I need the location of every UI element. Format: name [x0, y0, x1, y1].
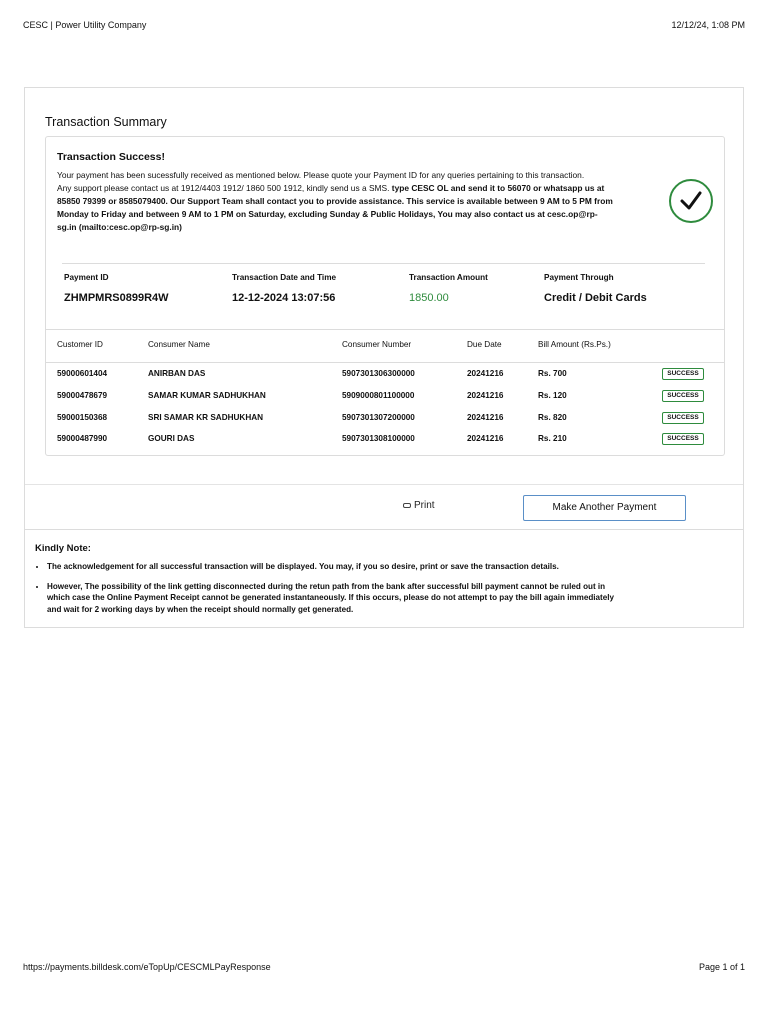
divider	[25, 484, 743, 485]
payment-through-label: Payment Through	[544, 273, 614, 282]
divider	[46, 362, 724, 363]
consumer-name: SRI SAMAR KR SADHUKHAN	[148, 413, 264, 422]
note-list	[47, 561, 617, 623]
due-date: 20241216	[467, 413, 504, 422]
payment-id-block	[64, 273, 169, 304]
customer-id: 59000478679	[57, 391, 108, 400]
make-another-payment-button[interactable]: Make Another Payment	[523, 495, 686, 521]
transaction-amount-block	[409, 273, 488, 304]
page-title: Transaction Summary	[45, 115, 167, 129]
bill-amount: Rs. 820	[538, 413, 567, 422]
print-footer	[23, 962, 745, 974]
transaction-amount-value: 1850.00	[409, 292, 449, 304]
column-header-due-date: Due Date	[467, 340, 502, 349]
consumer-number: 5909000801100000	[342, 391, 415, 400]
check-circle-icon	[669, 179, 713, 223]
print-footer-page: Page 1 of 1	[698, 962, 745, 972]
status-badge: SUCCESS	[662, 368, 704, 380]
note-item: • The acknowledgement for all successful transaction will be displayed. You may, if you so desire, print or save the transaction details.	[47, 561, 617, 573]
success-message	[57, 169, 617, 234]
divider	[62, 263, 705, 264]
payment-id-value: ZHMPMRS0899R4W	[64, 292, 169, 304]
consumer-number: 5907301306300000	[342, 369, 415, 378]
status-badge: SUCCESS	[662, 433, 704, 445]
note-title: Kindly Note:	[35, 543, 91, 554]
payment-through-block	[544, 273, 647, 304]
transaction-date-value: 12-12-2024 13:07:56	[232, 292, 336, 304]
transaction-date-block	[232, 273, 336, 304]
bill-amount: Rs. 700	[538, 369, 567, 378]
print-footer-url: https://payments.billdesk.com/eTopUp/CESCMLPayResponse	[23, 962, 271, 972]
table-row	[46, 391, 724, 411]
column-header-consumer-number: Consumer Number	[342, 340, 412, 349]
consumer-name: ANIRBAN DAS	[148, 369, 206, 378]
bill-amount: Rs. 120	[538, 391, 567, 400]
transaction-amount-label: Transaction Amount	[409, 273, 488, 282]
consumer-number: 5907301308100000	[342, 434, 415, 443]
divider	[25, 529, 743, 530]
status-badge: SUCCESS	[662, 390, 704, 402]
due-date: 20241216	[467, 369, 504, 378]
customer-id: 59000601404	[57, 369, 108, 378]
payment-id-label: Payment ID	[64, 273, 109, 282]
customer-id: 59000487990	[57, 434, 108, 443]
transaction-summary-panel	[24, 87, 744, 628]
customer-id: 59000150368	[57, 413, 108, 422]
table-row	[46, 369, 724, 389]
print-label: Print	[414, 500, 435, 511]
support-message-bold: type CESC OL and send it to 56070 or whatsapp us at 85850 79399 or 8585079400. Our Support Team shall contact you to provide assistance. This service is available between 9 AM to 5 PM from Monday to Friday and between 9 AM to 1 PM on Saturday, excluding Sunday & Public Holidays, You may also contact us at cesc.op@rp-sg.in (mailto:cesc.op@rp-sg.in)	[57, 183, 613, 232]
support-message-text: Any support please contact us at 1912/4403 1912/ 1860 500 1912, kindly send us a SMS.	[57, 183, 390, 193]
support-message	[57, 182, 617, 234]
column-header-consumer-name: Consumer Name	[148, 340, 210, 349]
transaction-date-label: Transaction Date and Time	[232, 273, 337, 282]
bill-amount: Rs. 210	[538, 434, 567, 443]
status-badge: SUCCESS	[662, 412, 704, 424]
print-header	[23, 20, 745, 32]
consumer-name: GOURI DAS	[148, 434, 195, 443]
table-row	[46, 413, 724, 433]
print-header-title: CESC | Power Utility Company	[23, 20, 147, 30]
column-header-bill-amount: Bill Amount (Rs.Ps.)	[538, 340, 611, 349]
divider	[46, 329, 724, 330]
transaction-card	[45, 136, 725, 456]
table-row	[46, 434, 724, 454]
success-message-line: Your payment has been sucessfully received as mentioned below. Please quote your Payment ID for any queries pertaining to this transaction.	[57, 170, 585, 180]
print-button[interactable]	[403, 500, 435, 511]
printer-icon	[403, 503, 411, 508]
note-item: • However, The possibility of the link getting disconnected during the retun path from the bank after successful bill payment cannot be ruled out in which case the Online Payment Receipt cannot be generated instantaneously. If this occurs, please do not attempt to pay the bill again immediately and wait for 2 working days by when the receipt should normally get generated.	[47, 581, 617, 616]
payment-through-value: Credit / Debit Cards	[544, 292, 647, 304]
consumer-number: 5907301307200000	[342, 413, 415, 422]
due-date: 20241216	[467, 434, 504, 443]
consumer-name: SAMAR KUMAR SADHUKHAN	[148, 391, 266, 400]
column-header-customer-id: Customer ID	[57, 340, 103, 349]
success-title: Transaction Success!	[57, 151, 165, 163]
due-date: 20241216	[467, 391, 504, 400]
print-header-datetime: 12/12/24, 1:08 PM	[671, 20, 745, 30]
